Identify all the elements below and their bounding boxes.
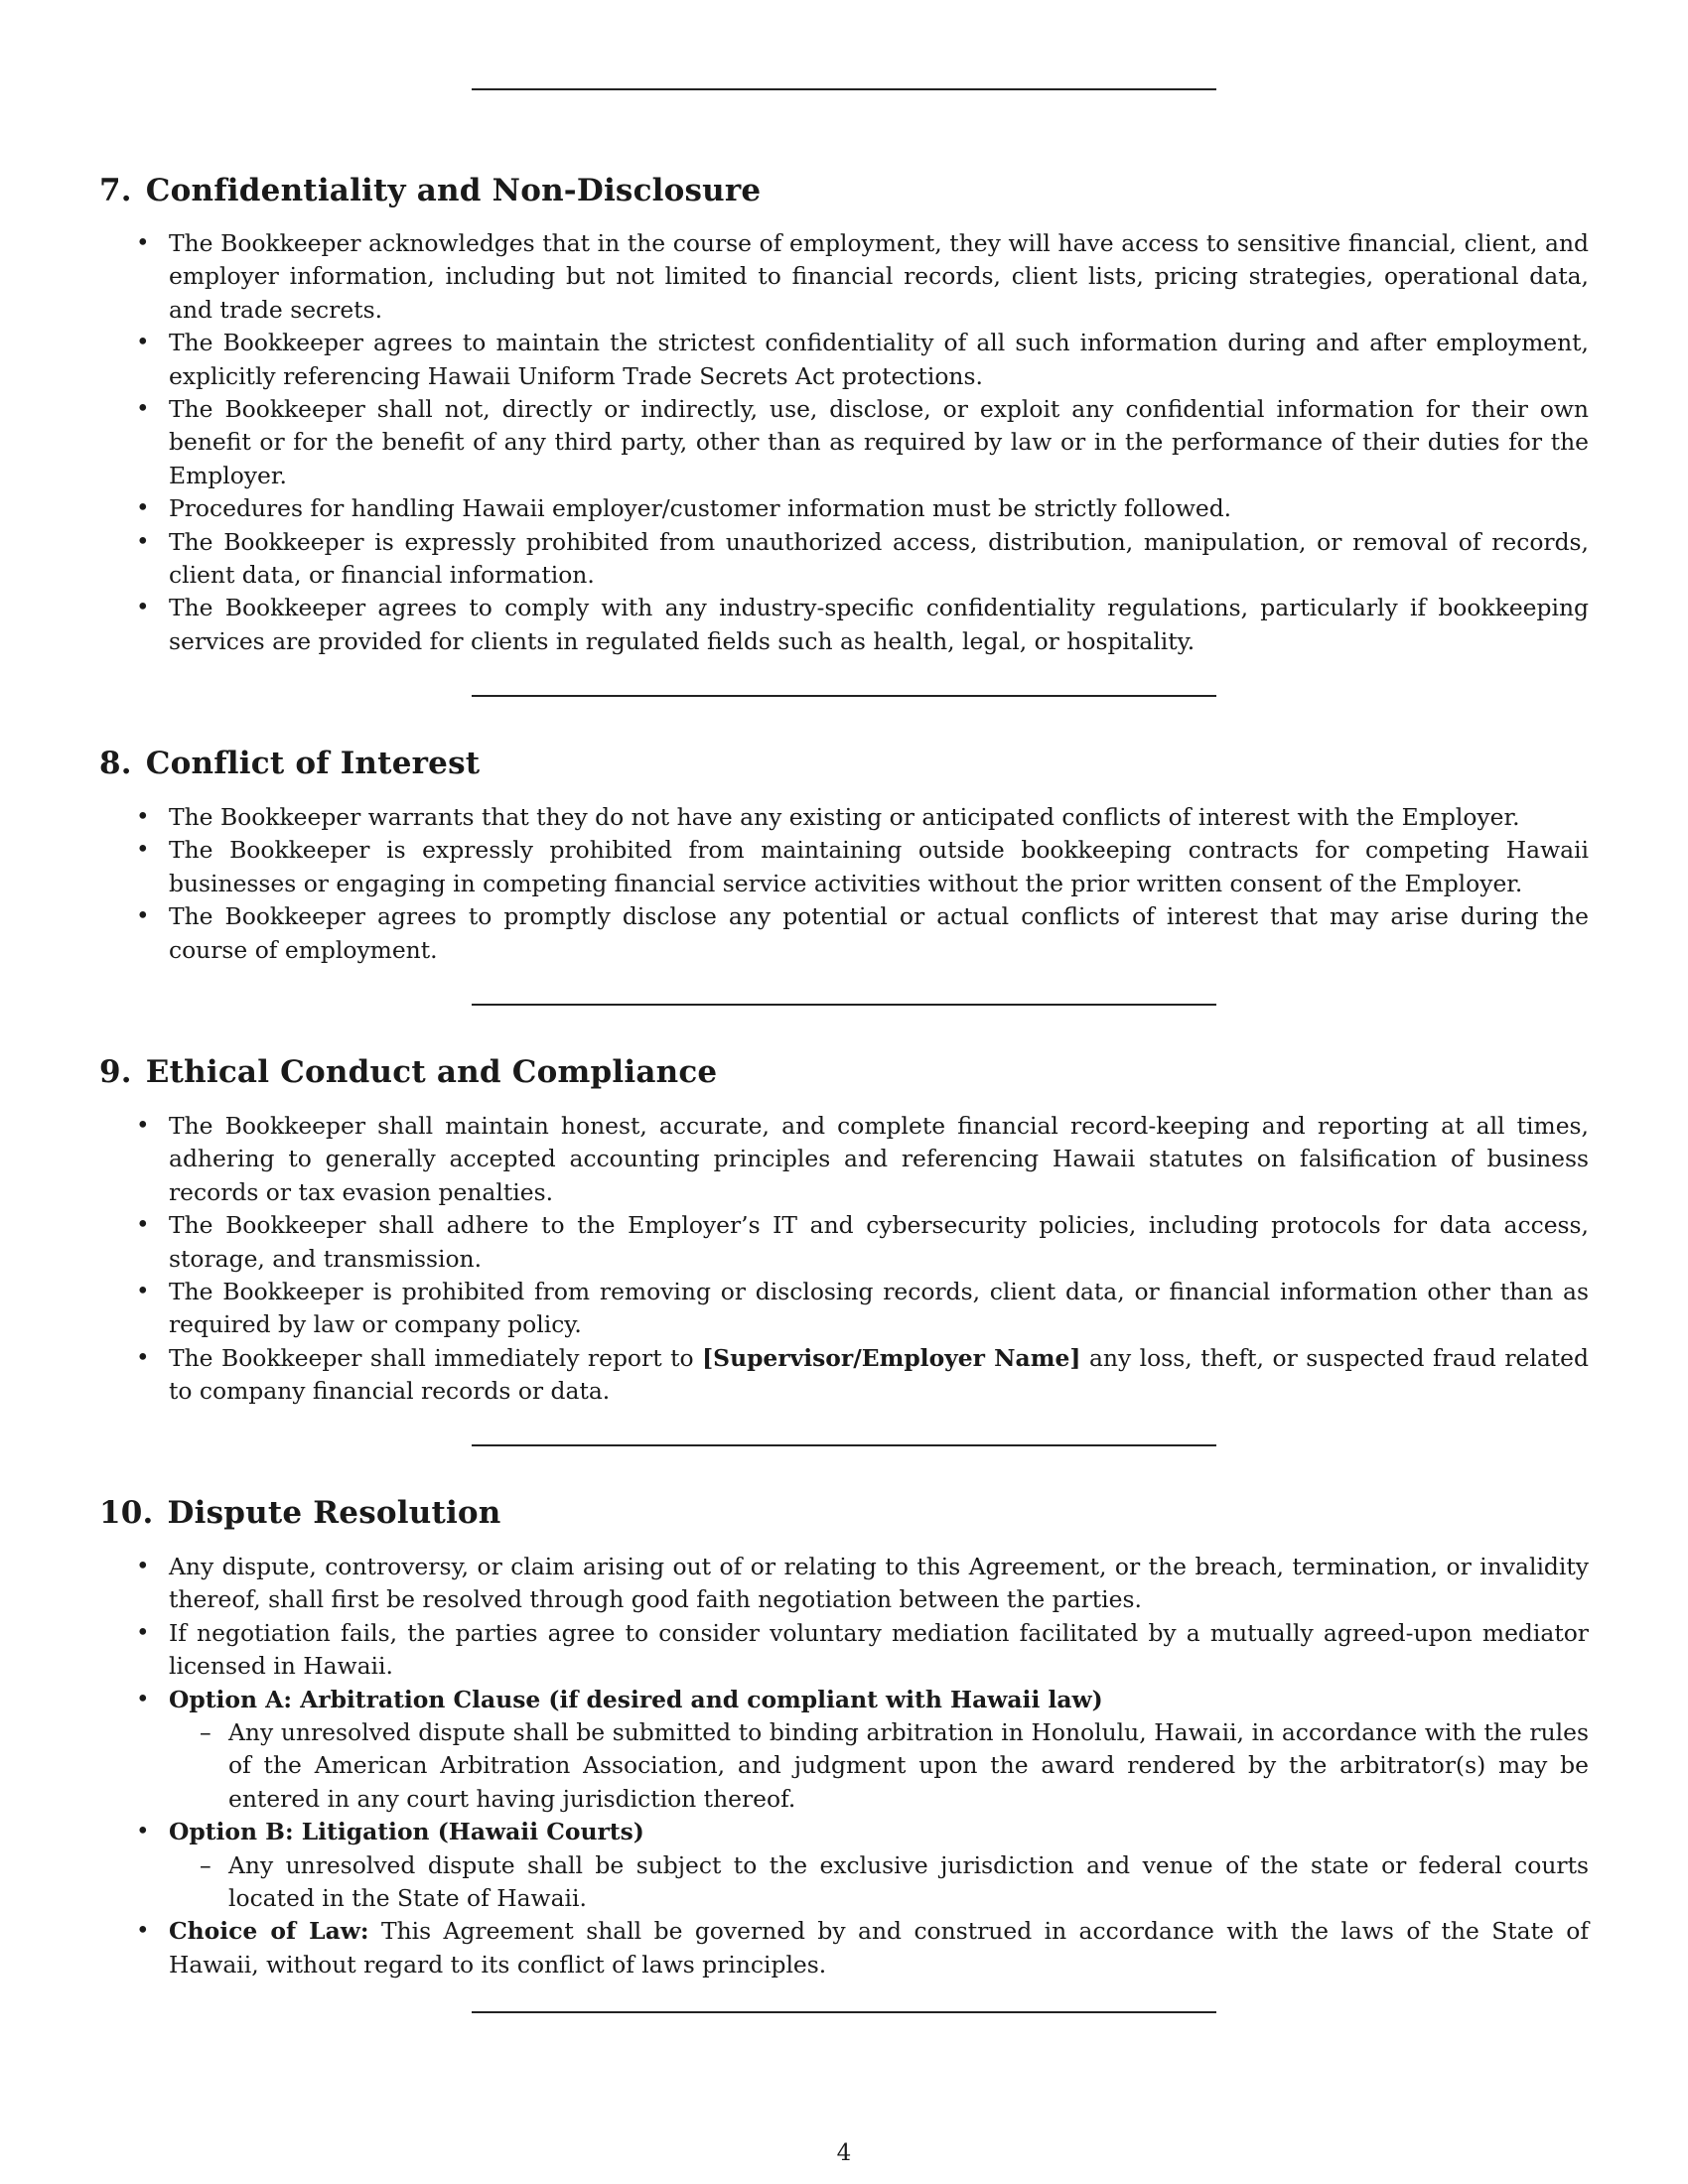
sub-list xyxy=(169,1849,1589,1916)
list-item: • The Bookkeeper shall maintain honest, accurate, and complete financial record-keeping and reporting at all times, adhering to generally accepted accounting principles and referencing Hawaii statutes on falsification of business records or tax evasion penalties. xyxy=(99,1110,1589,1209)
list-item: • The Bookkeeper is prohibited from removing or disclosing records, client data, or financial information other than as required by law or company policy. xyxy=(99,1276,1589,1342)
sub-list-item: – Any unresolved dispute shall be subject to the exclusive jurisdiction and venue of the state or federal courts located in the State of Hawaii. xyxy=(169,1849,1589,1916)
sub-list xyxy=(169,1716,1589,1816)
page-number: 4 xyxy=(836,2140,852,2166)
option-a-label: Option A: Arbitration Clause (if desired and compliant with Hawaii law) xyxy=(169,1685,1103,1713)
section-divider xyxy=(472,88,1216,90)
section-heading xyxy=(99,1493,501,1533)
document-page xyxy=(99,0,1589,2184)
option-b-label: Option B: Litigation (Hawaii Courts) xyxy=(169,1818,644,1846)
list-item: • The Bookkeeper is expressly prohibited from maintaining outside bookkeeping contracts for competing Hawaii businesses or engaging in competing financial service activities without the prior written consent of the Employer. xyxy=(99,834,1589,900)
section-divider xyxy=(472,2011,1216,2013)
list-item: • The Bookkeeper shall adhere to the Employer’s IT and cybersecurity policies, including protocols for data access, storage, and transmission. xyxy=(99,1209,1589,1276)
list-item: • The Bookkeeper shall not, directly or indirectly, use, disclose, or exploit any confidential information for their own benefit or for the benefit of any third party, other than as required by law or in the performance of their duties for the Employer. xyxy=(99,393,1589,492)
supervisor-employer-name-placeholder: Supervisor/Employer Name xyxy=(713,1343,1070,1372)
list-item-option-b xyxy=(99,1816,1589,1915)
section-number: 10. xyxy=(99,1495,154,1531)
choice-of-law-text: This Agreement shall be governed by and construed in accordance with the laws of the State of Hawaii, without regard to its conflict of laws principles. xyxy=(169,1917,1589,1979)
choice-of-law-label: Choice of Law: xyxy=(169,1917,369,1946)
section-number: 9. xyxy=(99,1054,132,1090)
section-divider xyxy=(472,1004,1216,1006)
list-item-option-a xyxy=(99,1684,1589,1817)
bracket-open: [ xyxy=(702,1343,714,1372)
section-heading xyxy=(99,171,761,210)
section-title: Confidentiality and Non-Disclosure xyxy=(145,173,762,208)
bullet-list xyxy=(99,227,1589,658)
bracket-close: ] xyxy=(1069,1343,1081,1372)
section-title: Ethical Conduct and Compliance xyxy=(145,1054,718,1090)
section-number: 8. xyxy=(99,746,132,781)
section-heading xyxy=(99,744,480,783)
list-item: • The Bookkeeper agrees to comply with any industry-specific confidentiality regulations, particularly if bookkeeping services are provided for clients in regulated fields such as health, legal, or hospitality. xyxy=(99,592,1589,658)
list-item xyxy=(99,1342,1589,1409)
report-text-after: any loss, theft, or suspected fraud related to company financial records or data. xyxy=(169,1343,1589,1406)
list-item: • The Bookkeeper agrees to promptly disclose any potential or actual conflicts of interest that may arise during the course of employment. xyxy=(99,900,1589,967)
bullet-list xyxy=(99,801,1589,967)
section-number: 7. xyxy=(99,173,132,208)
section-title: Conflict of Interest xyxy=(145,746,481,781)
list-item: • Any dispute, controversy, or claim arising out of or relating to this Agreement, or the breach, termination, or invalidity thereof, shall first be resolved through good faith negotiation between the parties. xyxy=(99,1551,1589,1617)
list-item-choice-of-law xyxy=(99,1915,1589,1981)
report-placeholder xyxy=(702,1344,1080,1372)
list-item: • The Bookkeeper warrants that they do not have any existing or anticipated conflicts of interest with the Employer. xyxy=(99,801,1589,834)
bullet-list xyxy=(99,1110,1589,1409)
list-item: • The Bookkeeper agrees to maintain the strictest confidentiality of all such information during and after employment, explicitly referencing Hawaii Uniform Trade Secrets Act protections. xyxy=(99,327,1589,393)
section-divider xyxy=(472,695,1216,697)
sub-list-item: – Any unresolved dispute shall be submitted to binding arbitration in Honolulu, Hawaii, in accordance with the rules of the American Arbitration Association, and judgment upon the award rendered by the arbitrator(s) may be entered in any court having jurisdiction thereof. xyxy=(169,1716,1589,1816)
list-item: • The Bookkeeper acknowledges that in the course of employment, they will have access to sensitive financial, client, and employer information, including but not limited to financial records, client lists, pricing strategies, operational data, and trade secrets. xyxy=(99,227,1589,327)
section-heading xyxy=(99,1052,717,1092)
list-item: • Procedures for handling Hawaii employer/customer information must be strictly followed. xyxy=(99,492,1589,525)
report-text-before: The Bookkeeper shall immediately report to xyxy=(169,1343,703,1372)
list-item: • The Bookkeeper is expressly prohibited from unauthorized access, distribution, manipulation, or removal of records, client data, or financial information. xyxy=(99,526,1589,593)
list-item: • If negotiation fails, the parties agree to consider voluntary mediation facilitated by a mutually agreed-upon mediator licensed in Hawaii. xyxy=(99,1617,1589,1684)
bullet-list xyxy=(99,1551,1589,1981)
section-title: Dispute Resolution xyxy=(167,1495,501,1531)
section-divider xyxy=(472,1444,1216,1446)
